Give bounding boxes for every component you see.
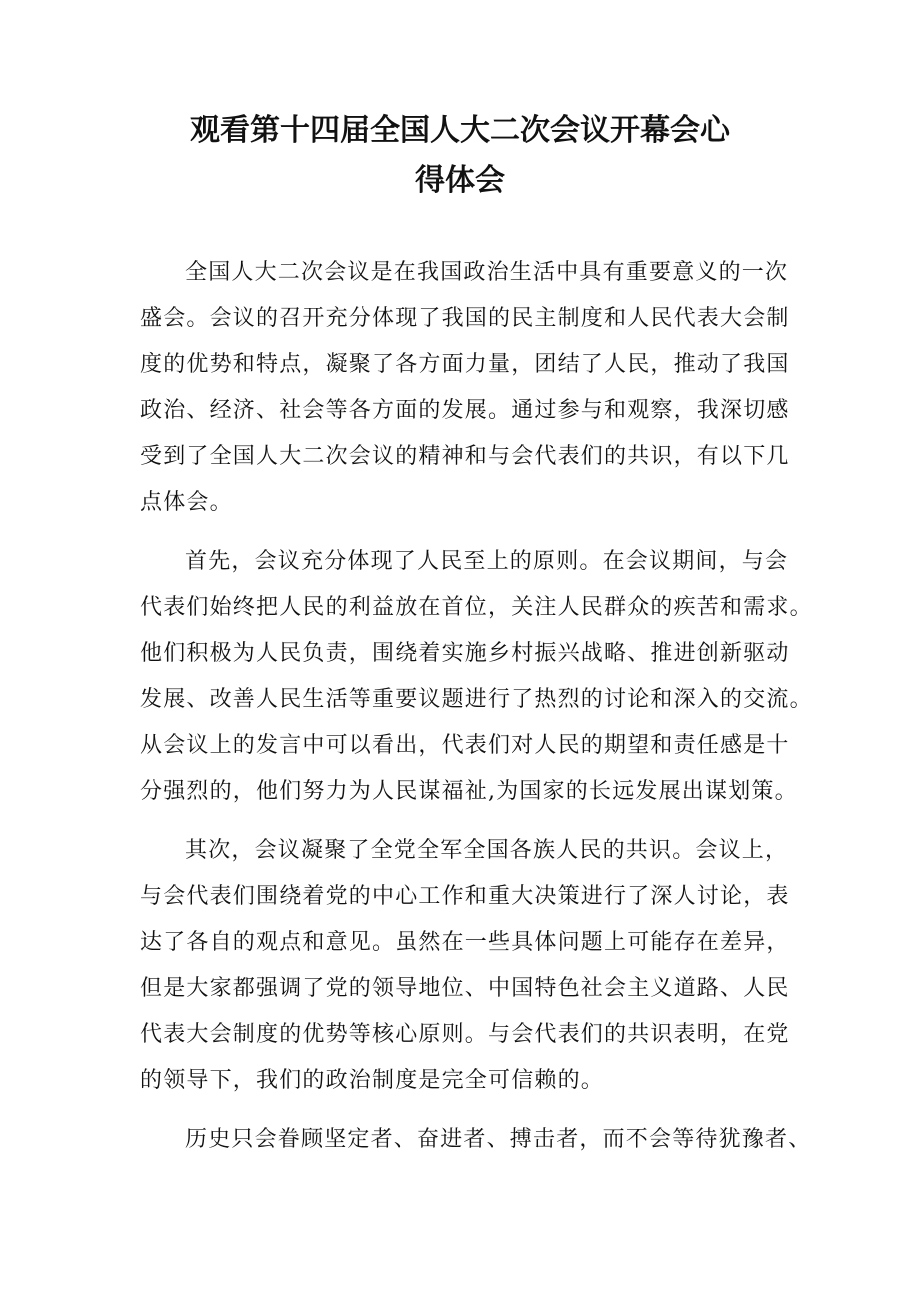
text-line: 历史只会眷顾坚定者、奋进者、搏击者，而不会等待犹豫者、 [185,1127,812,1152]
text-line: 他们积极为人民负责，围绕着实施乡村振兴战略、推进创新驱动 [140,641,790,666]
text-line: 分强烈的，他们努力为人民谋福祉,为国家的长远发展出谋划策。 [140,779,798,804]
text-line: 与会代表们围绕着党的中心工作和重大决策进行了深人讨论，表 [140,884,790,909]
paragraph [140,539,820,815]
text-line: 达了各自的观点和意见。虽然在一些具体问题上可能存在差异， [140,930,790,955]
text-line: 代表大会制度的优势等核心原则。与会代表们的共识表明，在党 [140,1022,790,1047]
text-line: 度的优势和特点，凝聚了各方面力量，团结了人民，推动了我国 [140,352,790,377]
text-line: 的领导下，我们的政治制度是完全可信赖的。 [140,1068,605,1093]
text-line: 其次，会议凝聚了全党全军全国各族人民的共识。会议上， [185,838,789,863]
text-line: 首先，会议充分体现了人民至上的原则。在会议期间，与会 [185,549,789,574]
paragraph [140,1117,820,1163]
text-line: 政治、经济、社会等各方面的发展。通过参与和观察，我深切感 [140,398,790,423]
paragraph [140,250,820,526]
text-line: 从会议上的发言中可以看出，代表们对人民的期望和责任感是十 [140,733,790,758]
text-line: 发展、改善人民生活等重要议题进行了热烈的讨论和深入的交流。 [140,687,813,712]
text-line: 受到了全国人大二次会议的精神和与会代表们的共识，有以下几 [140,444,790,469]
text-line: 点体会。 [140,490,233,515]
paragraph [140,828,820,1104]
document-title-line-1: 观看第十四届全国人大二次会议开幕会心 [190,113,730,148]
document-title-line-2: 得体会 [415,163,505,198]
text-line: 盛会。会议的召开充分体现了我国的民主制度和人民代表大会制 [140,306,790,331]
document-body [140,250,820,1176]
text-line: 代表们始终把人民的利益放在首位，关注人民群众的疾苦和需求。 [140,595,813,620]
text-line: 但是大家都强调了党的领导地位、中国特色社会主义道路、人民 [140,976,790,1001]
text-line: 全国人大二次会议是在我国政治生活中具有重要意义的一次 [185,260,789,285]
